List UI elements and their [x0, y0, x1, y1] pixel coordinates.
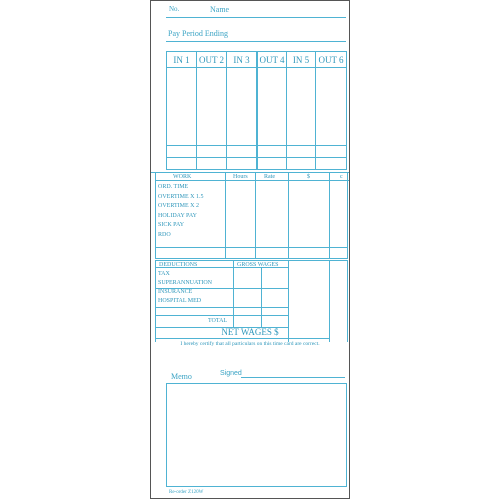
signed-label: Signed [220, 370, 242, 377]
time-column-header: IN 3 [233, 55, 250, 65]
work-row-label: RDO [158, 232, 171, 238]
deduction-row-label: TAX [158, 271, 170, 277]
pay-period-line [166, 41, 346, 42]
time-column-header: OUT 4 [259, 55, 285, 65]
certify-text: I hereby certify that all particulars on this time card are correct. [180, 341, 320, 347]
deductions-label: DEDUCTIONS [159, 262, 198, 268]
dollars-header: $ [307, 174, 310, 180]
time-grid-row-line [166, 157, 347, 158]
signed-line [241, 377, 345, 378]
hours-header: Hours [233, 174, 248, 180]
rate-header: Rate [264, 174, 275, 180]
time-card [150, 0, 350, 499]
gross-wages-label: GROSS WAGES [237, 262, 279, 268]
total-label: TOTAL [208, 318, 228, 324]
time-grid-divider [226, 51, 227, 170]
no-label: No. [169, 5, 180, 13]
work-row-label: HOLIDAY PAY [158, 213, 197, 219]
net-wages-line [155, 338, 329, 339]
time-column-header: IN 1 [173, 55, 190, 65]
time-grid-row-line [166, 145, 347, 146]
work-column-line [288, 172, 289, 259]
name-label: Name [210, 5, 230, 14]
work-column-line [225, 172, 226, 259]
work-top-line [151, 172, 349, 173]
name-line [166, 17, 346, 18]
work-column-line [329, 172, 330, 259]
work-header: WORK [173, 174, 192, 180]
work-row-label: ORD. TIME [158, 184, 189, 190]
memo-label: Memo [171, 372, 192, 381]
deductions-top-line [155, 260, 348, 261]
deductions-row-line [155, 315, 288, 316]
time-grid-divider [315, 51, 316, 170]
deduction-row-label: INSURANCE [158, 289, 193, 295]
work-row-label: OVERTIME X 2 [158, 203, 199, 209]
net-wages-label: NET WAGES $ [221, 327, 279, 337]
work-row-line [155, 247, 348, 248]
time-grid-divider [256, 51, 258, 170]
work-row-label: SICK PAY [158, 222, 185, 228]
time-column-header: OUT 2 [198, 55, 225, 65]
time-grid-divider [286, 51, 287, 170]
work-right-line [347, 172, 348, 259]
deductions-row-line [155, 307, 288, 308]
work-row-label: OVERTIME X 1.5 [158, 194, 204, 200]
work-column-line [255, 172, 256, 259]
pay-period-label: Pay Period Ending [168, 29, 228, 38]
cents-header: c [340, 174, 343, 180]
memo-box[interactable] [166, 383, 347, 487]
time-column-header: IN 5 [292, 55, 310, 65]
reorder-text: Re-order Z120W [169, 490, 204, 495]
deductions-column-line [261, 267, 262, 327]
time-column-header: OUT 6 [318, 55, 344, 65]
deductions-column-line [233, 260, 234, 327]
work-header-line [155, 180, 349, 181]
deduction-row-label: HOSPITAL MED [158, 298, 202, 304]
work-bottom-line [155, 258, 348, 259]
deduction-row-label: SUPERANNUATION [158, 280, 213, 286]
work-left-line [155, 172, 156, 259]
time-grid-divider [196, 51, 197, 170]
